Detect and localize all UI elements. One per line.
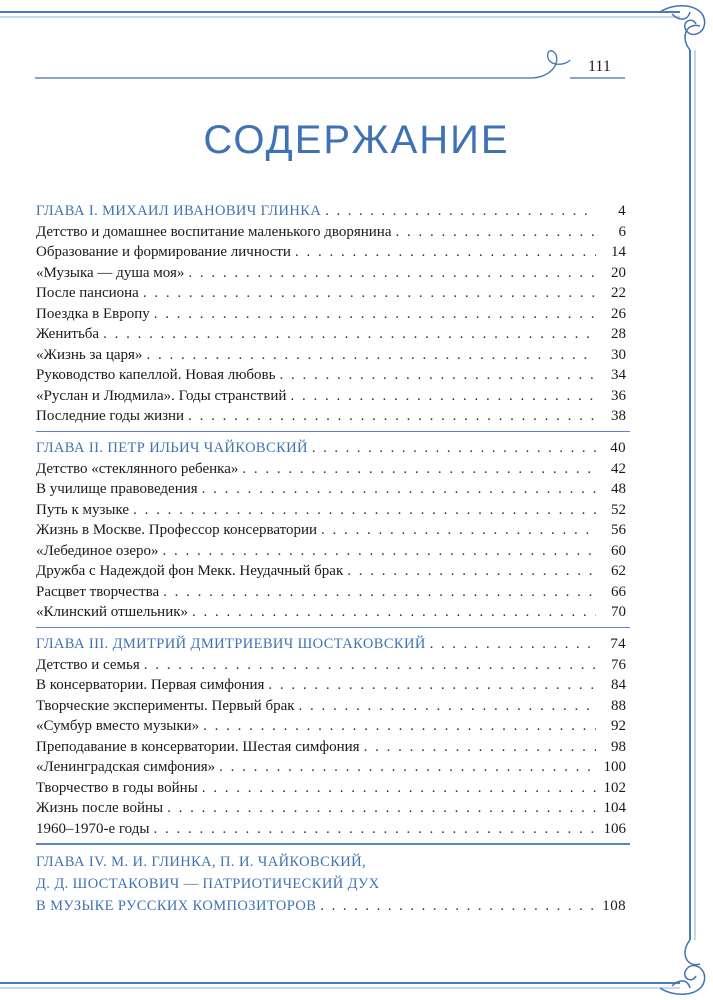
dot-leader xyxy=(146,345,596,366)
chapter-page: 4 xyxy=(618,203,626,219)
toc-entry[interactable] xyxy=(36,386,626,407)
entry-title: «Жизнь за царя» xyxy=(36,346,143,363)
dot-leader xyxy=(154,304,596,325)
toc-entry[interactable] xyxy=(36,520,626,541)
toc-entry[interactable] xyxy=(36,283,626,304)
dot-leader xyxy=(219,757,596,778)
page-title: СОДЕРЖАНИЕ xyxy=(203,118,510,162)
entry-page: 92 xyxy=(611,718,626,734)
toc-entry[interactable] xyxy=(36,675,626,696)
toc-entry[interactable] xyxy=(36,696,626,717)
entry-page: 70 xyxy=(611,604,626,620)
entry-title: Поездка в Европу xyxy=(36,305,150,322)
dot-leader xyxy=(163,582,596,603)
entry-title: Женитьба xyxy=(36,326,100,342)
chapter-divider xyxy=(36,431,630,433)
entry-page: 62 xyxy=(611,563,626,579)
toc-entry[interactable] xyxy=(36,263,626,284)
entry-title: Творчество в годы войны xyxy=(36,779,198,796)
entry-title: «Лебединое озеро» xyxy=(36,542,159,559)
toc-entry[interactable] xyxy=(36,602,626,623)
entry-page: 38 xyxy=(611,408,626,424)
toc-entry[interactable] xyxy=(36,819,626,840)
toc-entry[interactable] xyxy=(36,500,626,521)
page-number: 111 xyxy=(588,58,611,75)
entry-page: 28 xyxy=(611,326,626,342)
toc-entry[interactable] xyxy=(36,324,626,345)
entry-page: 66 xyxy=(611,583,626,600)
toc-chapter-3[interactable] xyxy=(36,634,626,655)
toc-entry[interactable] xyxy=(36,406,626,427)
toc-entry[interactable] xyxy=(36,242,626,263)
dot-leader xyxy=(188,406,596,427)
chapter-2-entries xyxy=(36,459,626,623)
dot-leader xyxy=(103,324,596,345)
dot-leader xyxy=(396,222,597,243)
dot-leader xyxy=(347,561,596,582)
toc-entry[interactable] xyxy=(36,345,626,366)
toc-chapter-1[interactable] xyxy=(36,201,626,222)
toc-entry[interactable] xyxy=(36,655,626,676)
dot-leader xyxy=(320,895,596,917)
entry-title: Детство и семья xyxy=(36,656,140,673)
dot-leader xyxy=(290,386,596,407)
entry-title: «Ленинградская симфония» xyxy=(36,759,216,775)
entry-title: В консерватории. Первая симфония xyxy=(36,677,265,693)
header-flourish xyxy=(35,51,625,78)
dot-leader xyxy=(133,500,596,521)
entry-title: Детство «стеклянного ребенка» xyxy=(36,460,239,477)
chapter-title: ГЛАВА II. ПЕТР ИЛЬИЧ ЧАЙКОВСКИЙ xyxy=(36,440,308,456)
chapter-3-entries xyxy=(36,655,626,840)
table-of-contents xyxy=(36,201,626,917)
entry-page: 104 xyxy=(603,800,626,816)
entry-page: 26 xyxy=(611,305,626,322)
toc-entry[interactable] xyxy=(36,716,626,737)
entry-page: 42 xyxy=(611,460,626,477)
entry-title: Руководство капеллой. Новая любовь xyxy=(36,367,276,383)
toc-entry[interactable] xyxy=(36,541,626,562)
entry-page: 48 xyxy=(611,481,626,497)
entry-page: 52 xyxy=(611,501,626,518)
entry-page: 76 xyxy=(611,656,626,673)
entry-page: 36 xyxy=(611,387,626,404)
dot-leader xyxy=(162,541,596,562)
toc-entry[interactable] xyxy=(36,778,626,799)
entry-page: 56 xyxy=(611,522,626,538)
entry-page: 20 xyxy=(611,264,626,281)
entry-title: 1960–1970-е годы xyxy=(36,820,150,837)
entry-title: Детство и домашнее воспитание маленького дворянина xyxy=(36,223,392,240)
entry-page: 30 xyxy=(611,346,626,363)
entry-title: В училище правоведения xyxy=(36,481,198,497)
entry-title: «Руслан и Людмила». Годы странствий xyxy=(36,387,287,404)
entry-page: 84 xyxy=(611,677,626,693)
chapter-page: 74 xyxy=(610,636,626,652)
toc-entry[interactable] xyxy=(36,798,626,819)
chapter-divider xyxy=(36,627,630,629)
entry-title: «Музыка — душа моя» xyxy=(36,264,185,281)
entry-page: 34 xyxy=(611,367,626,383)
toc-entry[interactable] xyxy=(36,582,626,603)
dot-leader xyxy=(167,798,596,819)
dot-leader xyxy=(325,201,596,222)
entry-title: «Клинский отшельник» xyxy=(36,604,189,620)
dot-leader xyxy=(203,716,596,737)
toc-entry[interactable] xyxy=(36,459,626,480)
dot-leader xyxy=(143,283,596,304)
entry-title: Образование и формирование личности xyxy=(36,244,291,260)
dot-leader xyxy=(321,520,596,541)
corner-ornament-bottom xyxy=(660,940,705,994)
entry-page: 102 xyxy=(603,779,626,796)
chapter-divider xyxy=(36,843,630,845)
dot-leader xyxy=(299,696,596,717)
entry-page: 22 xyxy=(611,285,626,301)
entry-page: 106 xyxy=(603,820,626,837)
entry-page: 88 xyxy=(611,697,626,714)
entry-page: 6 xyxy=(618,223,626,240)
chapter-title-line-3-row xyxy=(36,895,626,917)
dot-leader xyxy=(192,602,596,623)
dot-leader xyxy=(364,737,596,758)
dot-leader xyxy=(312,438,596,459)
toc-entry[interactable] xyxy=(36,561,626,582)
entry-title: Жизнь в Москве. Профессор консерватории xyxy=(36,522,318,538)
chapter-page: 40 xyxy=(610,440,626,456)
chapter-page: 108 xyxy=(602,897,626,914)
entry-page: 14 xyxy=(611,244,626,260)
dot-leader xyxy=(188,263,596,284)
entry-title: Преподавание в консерватории. Шестая симфония xyxy=(36,738,360,755)
chapter-title: ГЛАВА I. МИХАИЛ ИВАНОВИЧ ГЛИНКА xyxy=(36,203,322,219)
entry-page: 100 xyxy=(603,759,626,775)
toc-entry[interactable] xyxy=(36,479,626,500)
dot-leader xyxy=(153,819,596,840)
entry-title: Последние годы жизни xyxy=(36,408,185,424)
entry-title: «Сумбур вместо музыки» xyxy=(36,718,200,734)
toc-entry[interactable] xyxy=(36,757,626,778)
entry-page: 98 xyxy=(611,738,626,755)
chapter-title: ГЛАВА III. ДМИТРИЙ ДМИТРИЕВИЧ ШОСТАКОВСКИЙ xyxy=(36,636,426,652)
entry-title: Расцвет творчества xyxy=(36,583,160,600)
entry-title: После пансиона xyxy=(36,285,139,301)
dot-leader xyxy=(295,242,596,263)
chapter-title-line-2: Д. Д. ШОСТАКОВИЧ — ПАТРИОТИЧЕСКИЙ ДУХ xyxy=(36,875,380,892)
dot-leader xyxy=(202,479,596,500)
dot-leader xyxy=(242,459,596,480)
toc-entry[interactable] xyxy=(36,304,626,325)
dot-leader xyxy=(202,778,596,799)
toc-chapter-4[interactable] xyxy=(36,851,626,917)
toc-entry[interactable] xyxy=(36,365,626,386)
dot-leader xyxy=(144,655,596,676)
toc-chapter-2[interactable] xyxy=(36,438,626,459)
dot-leader xyxy=(279,365,596,386)
entry-page: 60 xyxy=(611,542,626,559)
chapter-title-line-1: ГЛАВА IV. М. И. ГЛИНКА, П. И. ЧАЙКОВСКИЙ, xyxy=(36,853,367,870)
chapter-title-line-3: В МУЗЫКЕ РУССКИХ КОМПОЗИТОРОВ xyxy=(36,897,317,914)
toc-entry[interactable] xyxy=(36,737,626,758)
entry-title: Творческие эксперименты. Первый брак xyxy=(36,697,295,714)
entry-title: Путь к музыке xyxy=(36,501,130,518)
dot-leader xyxy=(268,675,596,696)
dot-leader xyxy=(430,634,596,655)
chapter-1-entries xyxy=(36,222,626,427)
entry-title: Жизнь после войны xyxy=(36,800,164,816)
toc-entry[interactable] xyxy=(36,222,626,243)
entry-title: Дружба с Надеждой фон Мекк. Неудачный брак xyxy=(36,563,344,579)
